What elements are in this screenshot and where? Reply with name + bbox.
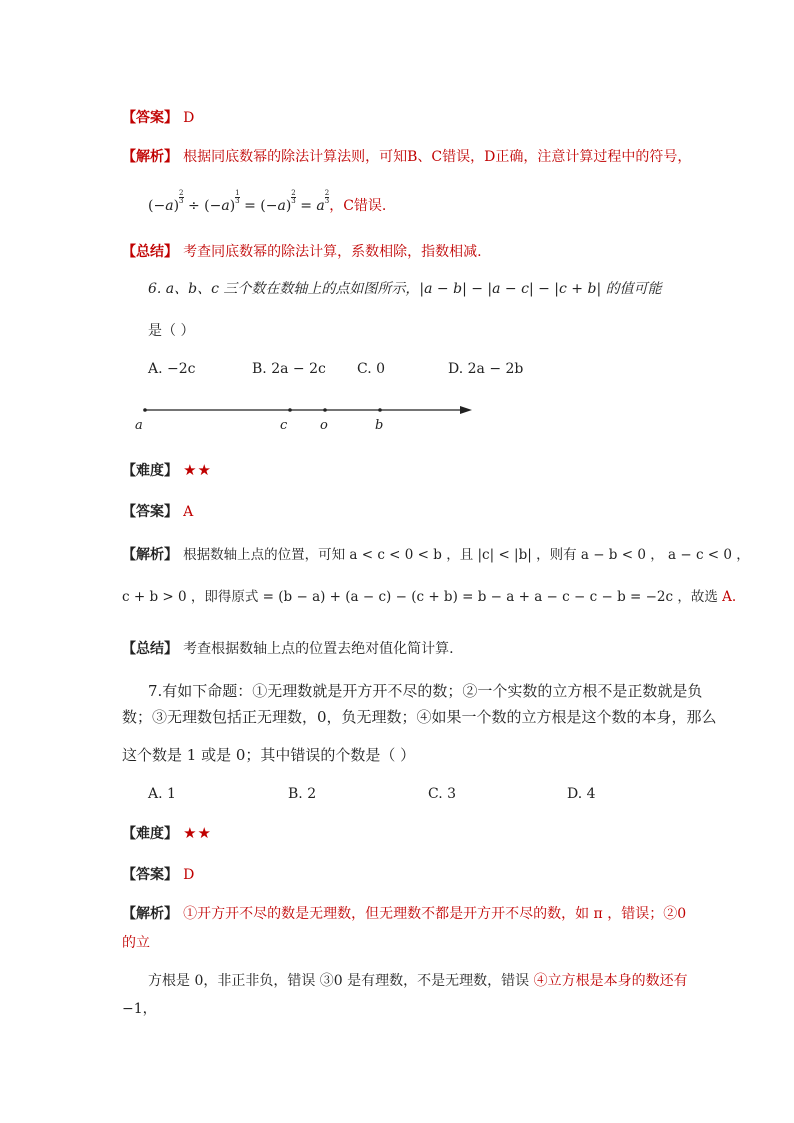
- analysis-text-line1: ①开方开不尽的数是无理数，但无理数不都是开方开不尽的数，如 π ，错误；②0: [183, 906, 687, 922]
- analysis-text-line2-6: [122, 585, 736, 605]
- analysis-label: 【解析】: [122, 906, 178, 922]
- difficulty-stars: ★★: [183, 461, 212, 479]
- axis-label-c: c: [280, 418, 288, 433]
- analysis-row-6: [122, 543, 750, 564]
- q6-option-a: A. −2c: [148, 361, 196, 377]
- answer-value: D: [183, 867, 195, 883]
- difficulty-stars: ★★: [183, 824, 212, 842]
- q6-option-d: D. 2a − 2b: [448, 361, 524, 377]
- analysis-row-5: [122, 146, 691, 166]
- analysis-text-line2: c + b > 0 ，即得原式 = (b − a) + (a − c) − (c + b) = b − a + a − c − c − b = −2c ，故选: [122, 589, 723, 605]
- answer-value: A: [183, 504, 194, 520]
- analysis-text-line3a: 方根是 0，非正非负，错误 ③0 是有理数，不是无理数，错误: [148, 973, 534, 989]
- q7-option-d: D. 4: [567, 786, 596, 802]
- analysis-text-line1: 根据数轴上点的位置，可知 a < c < 0 < b ，且 |c| < |b| ，则有 a − b < 0 ， a − c < 0 ，: [183, 547, 750, 563]
- formula-tail: ，C错误.: [329, 198, 387, 214]
- answer-value: D: [183, 110, 195, 126]
- q6-option-b: B. 2a − 2c: [252, 361, 326, 377]
- analysis-text: 根据同底数幂的除法计算法则，可知B、C错误，D正确，注意计算过程中的符号，: [183, 149, 692, 165]
- answer-row-7: [122, 864, 194, 884]
- answer-label: 【答案】: [122, 504, 178, 520]
- summary-text: 考查同底数幂的除法计算，系数相除，指数相减.: [183, 244, 482, 260]
- answer-label: 【答案】: [122, 867, 178, 883]
- analysis-text-line4-7: −1，: [122, 1001, 157, 1017]
- difficulty-label: 【难度】: [122, 463, 178, 479]
- q7-option-a: A. 1: [148, 786, 176, 802]
- summary-row-5: [122, 241, 482, 261]
- q7-stem-line1: 7.有如下命题：①无理数就是开方开不尽的数；②一个实数的立方根不是正数就是负: [148, 682, 703, 700]
- axis-label-a: a: [135, 418, 143, 433]
- analysis-formula-5: [148, 190, 386, 215]
- analysis-row-7: [122, 903, 686, 923]
- point-b: [378, 408, 382, 412]
- summary-text: 考查根据数轴上点的位置去绝对值化简计算.: [183, 641, 454, 657]
- analysis-text-line3b: ④立方根是本身的数还有: [533, 973, 688, 989]
- q7-stem-line3: 这个数是 1 或是 0；其中错误的个数是（ ）: [122, 746, 416, 764]
- point-c: [288, 408, 292, 412]
- point-o: [323, 408, 327, 412]
- summary-label: 【总结】: [122, 244, 178, 260]
- difficulty-row-7: [122, 823, 212, 843]
- q6-stem-line1: 6. a、b、c 三个数在数轴上的点如图所示，|a − b| − |a − c| − |c + b| 的值可能: [148, 281, 662, 297]
- formula: (−a) $\frac{2}{3}$ ÷ (−a) $\frac{1}{3}$ = (−a) $\frac{2}{3}$ = a $\frac{2}{3}$: [148, 189, 330, 214]
- point-a: [143, 408, 147, 412]
- difficulty-row-6: [122, 460, 212, 480]
- analysis-text-line2-7: 的立: [122, 935, 150, 951]
- answer-row-5: [122, 107, 194, 127]
- analysis-label: 【解析】: [122, 149, 178, 165]
- analysis-text-line3-7: [148, 970, 688, 990]
- analysis-choice: A.: [722, 589, 737, 605]
- q7-stem-line2: 数；③无理数包括正无理数，0，负无理数；④如果一个数的立方根是这个数的本身，那么: [122, 708, 717, 726]
- summary-label: 【总结】: [122, 641, 178, 657]
- answer-label: 【答案】: [122, 110, 178, 126]
- difficulty-label: 【难度】: [122, 826, 178, 842]
- axis-label-b: b: [375, 418, 384, 433]
- q6-stem-line2: 是（ ）: [148, 323, 195, 339]
- q7-option-c: C. 3: [428, 786, 457, 802]
- q7-option-b: B. 2: [288, 786, 317, 802]
- summary-row-6: [122, 638, 454, 658]
- q6-option-c: C. 0: [357, 361, 386, 377]
- analysis-label: 【解析】: [122, 547, 178, 563]
- answer-row-6: [122, 501, 193, 521]
- number-line: [130, 398, 480, 438]
- axis-label-o: o: [320, 418, 328, 433]
